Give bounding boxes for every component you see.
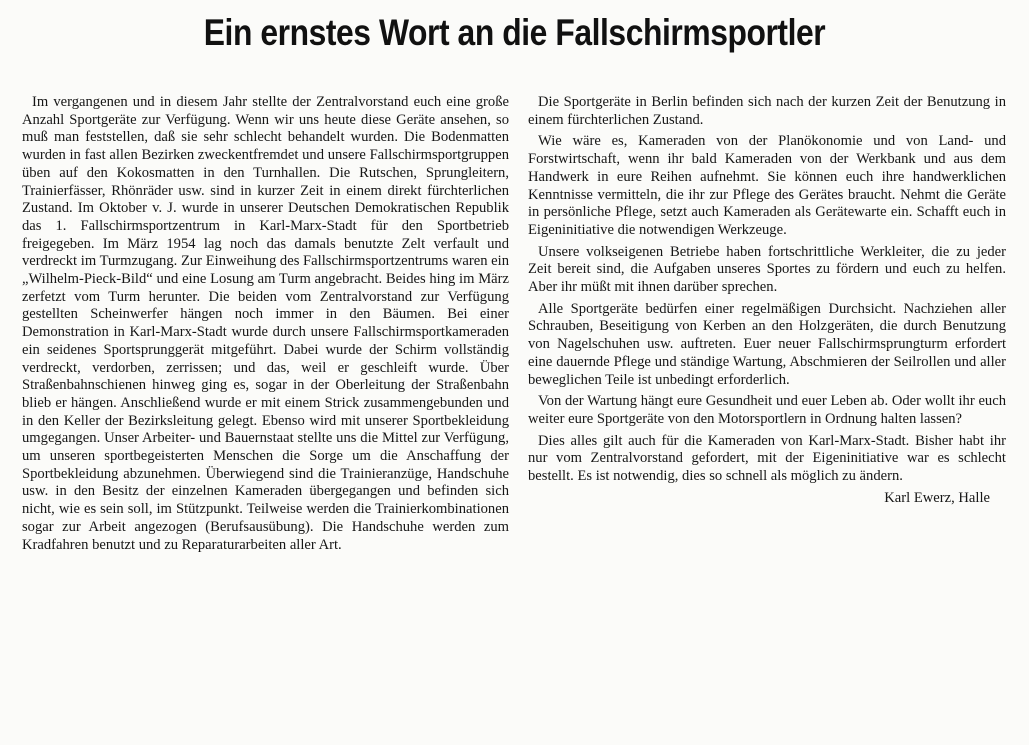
article-paragraph: Die Sportgeräte in Berlin befinden sich nach der kurzen Zeit der Benutzung in einem fürchterlichen Zustand. <box>528 94 1006 128</box>
article-paragraph: Im vergangenen und in diesem Jahr stellte der Zentralvorstand euch eine große Anzahl Sportgeräte zur Verfügung. Wenn wir uns heute diese Geräte ansehen, so muß man feststellen, daß sie sehr schlecht behandelt wurden. Die Bodenmatten wurden in fast allen Bezirken zweckentfremdet und unsere Fallschirmsportgruppen üben auf den Kokosmatten in den Turnhallen. Die Rutschen, Sprungleitern, Trainierfässer, Rhönräder usw. sind in kurzer Zeit in einem direkt fürchterlichen Zustand. Im Oktober v. J. wurde in unserer Deutschen Demokratischen Republik das 1. Fallschirmsportzentrum in Karl-Marx-Stadt für den Sportbetrieb freigegeben. Im März 1954 lag noch das damals benutzte Zelt verfault und verdreckt im Turmzugang. Zur Einweihung des Fallschirmsportzentrums waren ein „Wilhelm-Pieck-Bild“ und eine Losung am Turm angebracht. Beides hing im März zerfetzt vom Turm herunter. Die beiden vom Zentralvorstand zur Verfügung gestellten Scheinwerfer hängen noch immer in den Bäumen. Bei einer Demonstration in Karl-Marx-Stadt wurde durch unsere Fallschirmsportkameraden ein seidenes Sportsprunggerät mitgeführt. Dabei wurde der Schirm vollständig verdreckt, verdorben, zerrissen; und das, weil er geschleift wurde. Über Straßenbahnschienen hinweg ging es, sogar in der Oberleitung der Straßenbahn blieb er hängen. Anschließend wurde er mit einem Strick zusammengebunden und in den Keller der Bezirksleitung gelegt. Ebenso wird mit unserer Sportbekleidung umgegangen. Unser Arbeiter- und Bauernstaat stellte uns die Mittel zur Verfügung, um unseren sportbegeisterten Menschen die Sorge um die Anschaffung der Sportbekleidung abzunehmen. Überwiegend sind die Trainieranzüge, Handschuhe usw. in den Besitz der einzelnen Kameraden übergegangen und befinden sich nicht, wie es sein soll, im Stützpunkt. Teilweise werden die Trainierkombinationen sogar zur Arbeit angezogen (Berufsausübung). Die Handschuhe werden zum Kradfahren benutzt und zu Reparaturarbeiten aller Art. <box>22 94 509 553</box>
article-paragraph: Dies alles gilt auch für die Kameraden von Karl-Marx-Stadt. Bisher habt ihr nur vom Zentralvorstand gefordert, mit der Eigeninitiative war es schlecht bestellt. Es ist notwendig, dies so schnell als möglich zu ändern. <box>528 432 1006 485</box>
article-paragraph: Von der Wartung hängt eure Gesundheit und euer Leben ab. Oder wollt ihr euch weiter eure Sportgeräte von den Motorsportlern in Ordnung halten lassen? <box>528 393 1006 427</box>
article-column-right <box>528 94 1006 507</box>
article-column-left <box>22 94 509 554</box>
author-signature: Karl Ewerz, Halle <box>884 489 990 506</box>
article-paragraph: Alle Sportgeräte bedürfen einer regelmäßigen Durchsicht. Nachziehen aller Schrauben, Beseitigung von Kerben an den Holzgeräten, die durch Benutzung von Nagelschuhen usw. auftreten. Euer neuer Fallschirmsprungturm erfordert eine dauernde Pflege und ständige Wartung, Abschmieren der Seilrollen und aller beweglichen Teile ist unbedingt erforderlich. <box>528 300 1006 388</box>
article-paragraph: Unsere volkseigenen Betriebe haben fortschrittliche Werkleiter, die zu jeder Zeit bereit sind, die Aufgaben unseres Sportes zu fördern und euch zu helfen. Aber ihr müßt mit ihnen darüber sprechen. <box>528 243 1006 296</box>
article-paragraph: Wie wäre es, Kameraden von der Planökonomie und von Land- und Forstwirtschaft, wenn ihr bald Kameraden von der Werkbank und aus dem Handwerk in eure Reihen aufnehmt. Sie können euch ihre handwerklichen Kenntnisse vermitteln, die ihr zur Pflege des Gerätes braucht. Nehmt die Geräte in persönliche Pflege, setzt auch Kameraden als Gerätewarte ein. Schafft euch in Eigeninitiative die notwendigen Werkzeuge. <box>528 133 1006 238</box>
article-headline: Ein ernstes Wort an die Fallschirmsportler <box>203 12 826 53</box>
